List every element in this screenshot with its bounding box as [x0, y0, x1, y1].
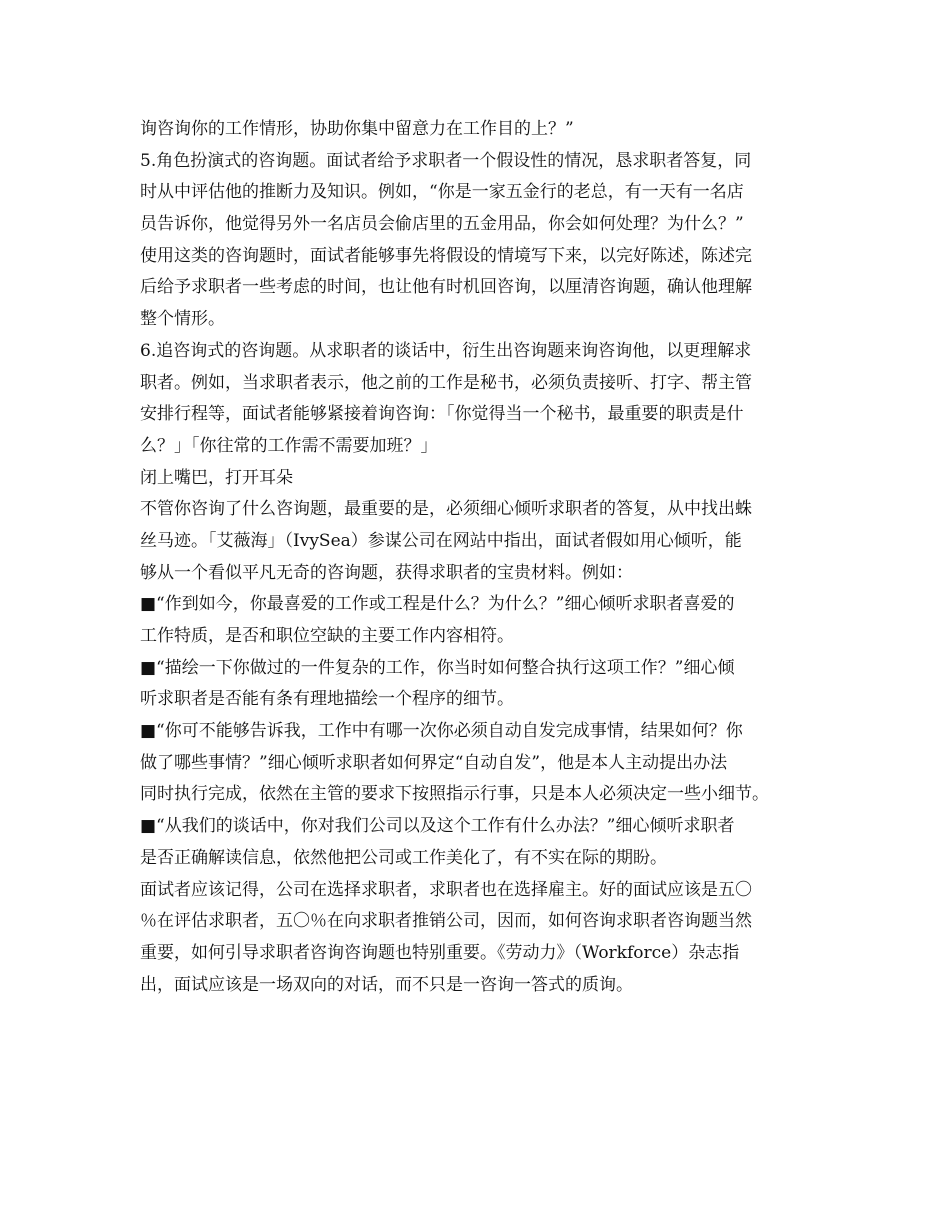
text-line: 么？」「你往常的工作需不需要加班？」 [140, 435, 438, 456]
section-heading: 闭上嘴巴，打开耳朵 [140, 467, 293, 488]
text-line: ％在评估求职者，五〇％在向求职者推销公司，因而，如何咨询求职者咨询题当然 [140, 911, 752, 932]
bullet-line: ■“从我们的谈话中，你对我们公司以及这个工作有什么办法？”细心倾听求职者 [140, 816, 735, 837]
text-line: 够从一个看似平凡无奇的咨询题，获得求职者的宝贵材料。例如： [140, 562, 633, 583]
text-line: 重要，如何引导求职者咨询咨询题也特别重要。《劳动力》（Workforce）杂志指 [140, 942, 740, 963]
text-line: 不管你咨询了什么咨询题，最重要的是，必须细心倾听求职者的答复，从中找出蛛 [140, 499, 752, 520]
text-line: 6.追咨询式的咨询题。从求职者的谈话中，衍生出咨询题来询咨询他，以更理解求 [140, 340, 752, 361]
bullet-line: ■“描绘一下你做过的一件复杂的工作，你当时如何整合执行这项工作？”细心倾 [140, 657, 735, 678]
text-line: 是否正确解读信息，依然他把公司或工作美化了，有不实在际的期盼。 [140, 847, 667, 868]
bullet-line: ■“作到如今，你最喜爱的工作或工程是什么？为什么？”细心倾听求职者喜爱的 [140, 594, 735, 615]
text-line: 做了哪些事情？”细心倾听求职者如何界定“自动自发”，他是本人主动提出办法 [140, 752, 728, 773]
text-line: 同时执行完成，依然在主管的要求下按照指示行事，只是本人必须决定一些小细节。 [140, 784, 769, 805]
text-line: 询咨询你的工作情形，协助你集中留意力在工作目的上？” [140, 119, 574, 139]
text-line: 面试者应该记得，公司在选择求职者，求职者也在选择雇主。好的面试应该是五〇 [140, 879, 752, 900]
text-line: 使用这类的咨询题时，面试者能够事先将假设的情境写下来，以完好陈述，陈述完 [140, 245, 752, 266]
text-line: 丝马迹。「艾薇海」（IvySea）参谋公司在网站中指出，面试者假如用心倾听，能 [140, 530, 742, 551]
text-line: 整个情形。 [140, 309, 225, 330]
text-line: 时从中评估他的推断力及知识。例如，“你是一家五金行的老总，有一天有一名店 [140, 182, 744, 203]
bullet-line: ■“你可不能够告诉我，工作中有哪一次你必须自动自发完成事情，结果如何？你 [140, 721, 743, 742]
text-line: 员告诉你，他觉得另外一名店员会偷店里的五金用品，你会如何处理？为什么？” [140, 214, 744, 235]
text-line: 工作特质，是否和职位空缺的主要工作内容相符。 [140, 626, 514, 646]
text-line: 职者。例如，当求职者表示，他之前的工作是秘书，必须负责接听、打字、帮主管 [140, 372, 752, 393]
text-line: 5.角色扮演式的咨询题。面试者给予求职者一个假设性的情况，恳求职者答复，同 [140, 150, 752, 171]
text-line: 安排行程等，面试者能够紧接着询咨询：「你觉得当一个秘书，最重要的职责是什 [140, 404, 744, 425]
text-line: 出，面试应该是一场双向的对话，而不只是一咨询一答式的质询。 [140, 974, 633, 995]
document-body [140, 114, 820, 1001]
text-line: 后给予求职者一些考虑的时间，也让他有时机回咨询，以厘清咨询题，确认他理解 [140, 277, 752, 298]
text-line: 听求职者是否能有条有理地描绘一个程序的细节。 [140, 689, 514, 710]
